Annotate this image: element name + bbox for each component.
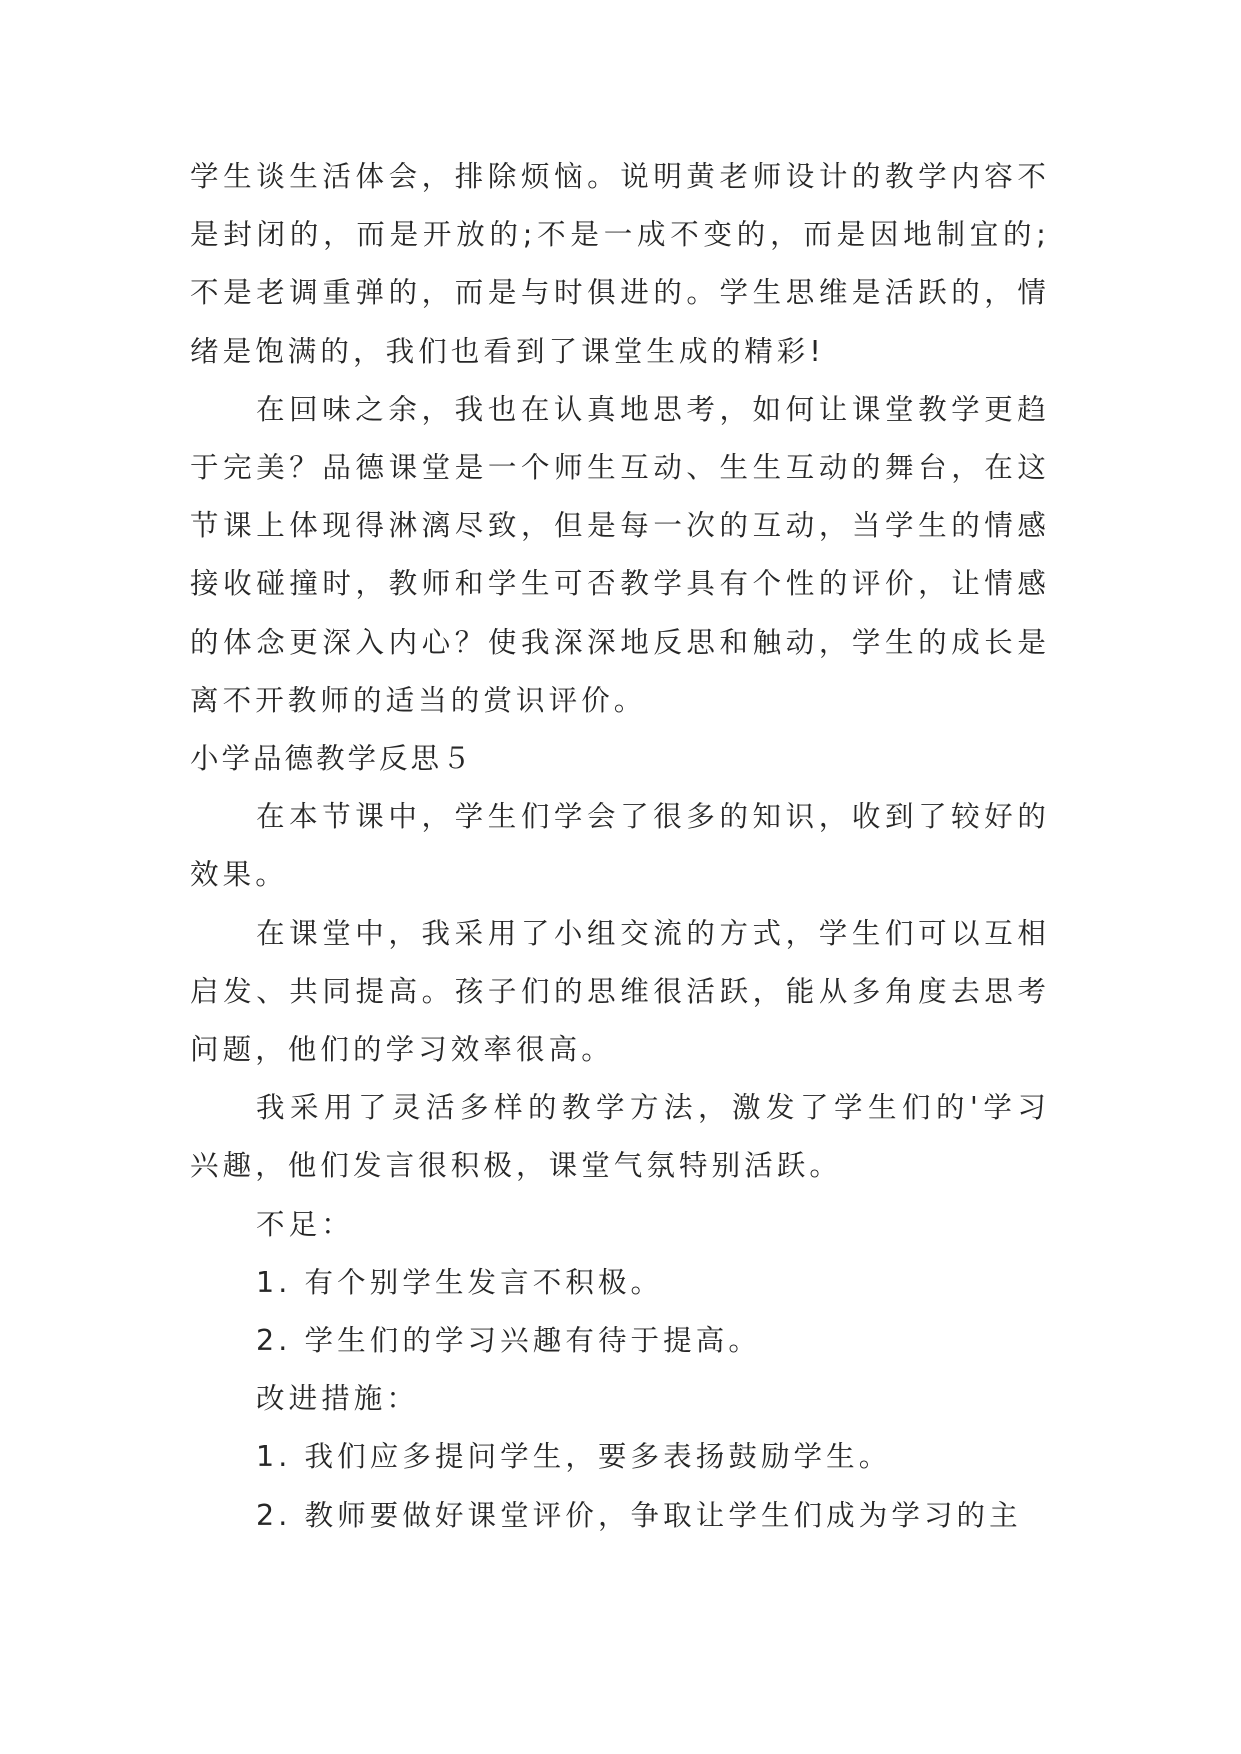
paragraph: 学生谈生活体会，排除烦恼。说明黄老师设计的教学内容不是封闭的，而是开放的;不是一成不变的，而是因地制宜的;不是老调重弹的，而是与时俱进的。学生思维是活跃的，情绪是饱满的，我们也看到了课堂生成的精彩!	[190, 160, 1050, 368]
section-title: 小学品德教学反思５	[190, 742, 474, 776]
list-item: 2. 教师要做好课堂评价，争取让学生们成为学习的主	[256, 1498, 1022, 1532]
improvements-label: 改进措施：	[256, 1382, 420, 1416]
list-item: 2. 学生们的学习兴趣有待于提高。	[256, 1324, 761, 1358]
list-item: 1. 有个别学生发言不积极。	[256, 1265, 664, 1299]
shortcomings-label: 不足：	[256, 1207, 354, 1241]
list-item: 1. 我们应多提问学生，要多表扬鼓励学生。	[256, 1440, 892, 1474]
paragraph: 在课堂中，我采用了小组交流的方式，学生们可以互相启发、共同提高。孩子们的思维很活跃，能从多角度去思考问题，他们的学习效率很高。	[190, 916, 1050, 1067]
paragraph: 我采用了灵活多样的教学方法，激发了学生们的'学习兴趣，他们发言很积极，课堂气氛特别活跃。	[190, 1091, 1050, 1183]
document-page	[190, 148, 1050, 1545]
paragraph: 在回味之余，我也在认真地思考，如何让课堂教学更趋于完美？品德课堂是一个师生互动、生生互动的舞台，在这节课上体现得淋漓尽致，但是每一次的互动，当学生的情感接收碰撞时，教师和学生可否教学具有个性的评价，让情感的体念更深入内心？使我深深地反思和触动，学生的成长是离不开教师的适当的赏识评价。	[190, 392, 1050, 717]
paragraph: 在本节课中，学生们学会了很多的知识，收到了较好的效果。	[190, 800, 1050, 892]
